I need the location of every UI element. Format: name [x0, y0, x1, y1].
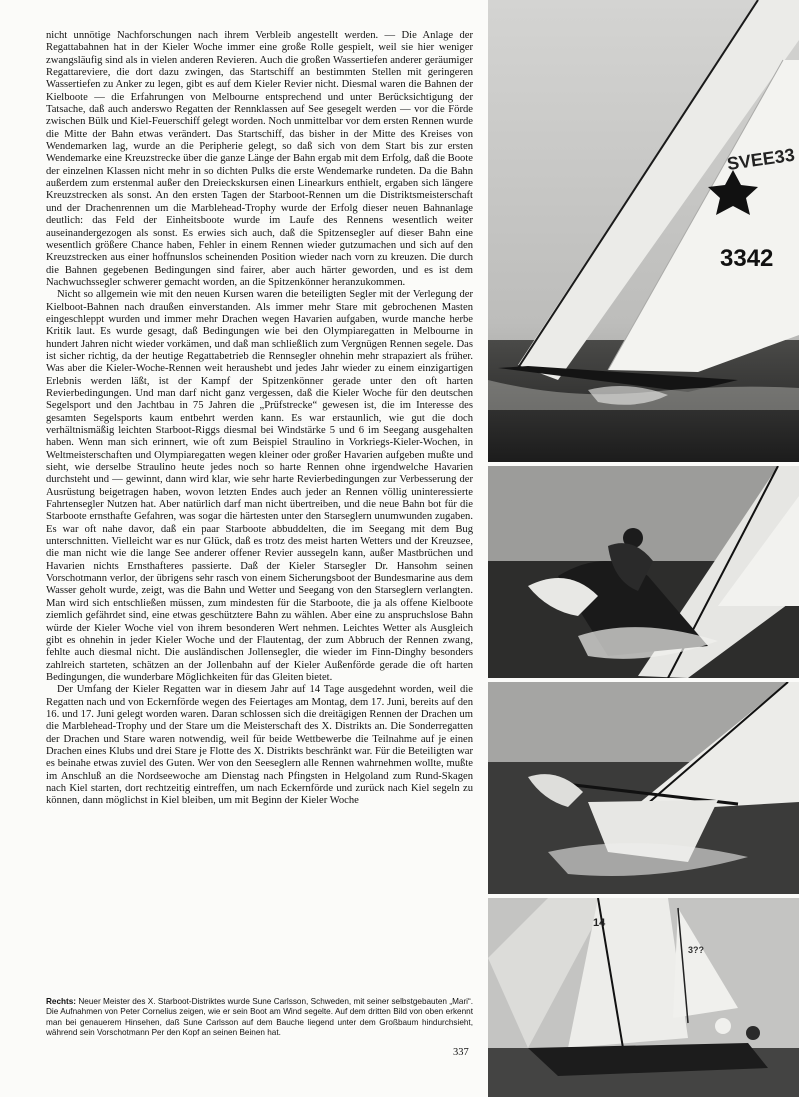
sail-mark: 14 [593, 917, 606, 929]
paragraph-1: nicht unnötige Nachforschungen nach ihrem Verbleib angestellt werden. — Die Anlage der Regattabahnen hat in der Kieler Woche immer eine große Rolle gespielt, weil sie hier weniger zwangsläufig sind als in vielen anderen Revieren. Auch die großen Wassertiefen anderer geräumiger Regattareviere, die dort dazu zwingen, das Startschiff an bestimmten Stellen mit geringeren Wassertiefen zu Anker zu legen, gibt es auf dem Kieler Revier nicht. Diesmal waren die Bahnen der Kielboote — die Erfahrungen von Melbourne entsprechend und unter Berücksichtigung der Tatsache, daß auch anderswo Regatten der Rennklassen auf See gesegelt werden — vor die Förde zwischen Bülk und Kiel-Feuerschiff gelegt worden. Noch unmittelbar vor dem ersten Rennen wurde die Mitte der Bahn etwas verändert. Das Startschiff, das bisher in der Mitte des Kreises von Wendemarken lag, wurde an die Peripherie gelegt, so daß sich von dem Start bis zur ersten Wendemarke eine Kreuzstrecke über die ganze Länge der Bahn ergab mit dem Erfolg, daß die Boote der einzelnen Klassen nicht mehr in so dichten Pulks die erste Wendemarke rundeten. Da die Bahn außerdem zum erstenmal außer den Dreieckskursen einen Linearkurs enthielt, ergaben sich längere Kreuzstrecken als sonst. An den ersten Tagen der Starboot-Rennen um die Distriktsmeisterschaft und der Drachenrennen um die Marblehead-Trophy wurde der Erfolg dieser neuen Bahnanlage deutlich: das Feld der Einheitsboote wurde im Laufe des Rennens wesentlich weiter auseinandergezogen als sonst. Es erwies sich auch, daß die Spitzensegler auf dieser Bahn eine wesentlich größere Chance haben, Fehler in einem Rennen wieder gutzumachen und sich auf den Kreuzstrecken aus einer hoffnunslos scheinenden Position wieder nach vorn zu kreuzen. Die durch die Bahnen gegebenen Bedingungen sind fairer, aber auch härter geworden, und es ist dem Nachwuchssegler schwerer gemacht worden, an die Spitzenkönner heranzukommen. [46, 30, 473, 288]
paragraph-2: Nicht so allgemein wie mit den neuen Kursen waren die beteiligten Segler mit der Verlegung der Kielboot-Bahnen nach draußen einverstanden. Als immer mehr Stare mit gebrochenen Masten eingeschleppt wurden und immer mehr Drachen wegen Havarien aufgaben, wurde manche herbe Kritik laut. Es wurde gesagt, daß Bedingungen wie bei den Olympiaregatten in Melbourne in hundert Jahren nicht wieder vorkämen, und daß man schließlich zum Vergnügen Rennen segele. Das ist sicher richtig, da der heutige Regattabetrieb die Rennsegler ohnehin mehr strapaziert als früher. Was aber die Kieler-Woche-Rennen weit heraushebt und jedes Jahr wieder zu einem einzigartigen Erlebnis werden läßt, ist der Kampf der Spitzenkönner gerade unter den oft harten Revierbedingungen. Und man darf nicht ganz vergessen, daß die Kieler Woche für den deutschen Segelsport und den Jachtbau in 75 Jahren die „Prüfstrecke“ gewesen ist, die im Interesse des gesamten Segelsports kaum entbehrt werden kann. Es war erstaunlich, wie gut die doch verhältnismäßig leichten Starboot-Riggs diesmal bei Windstärke 5 und 6 im Seegang ausgehalten haben. Wenn man sich erinnert, wie oft zum Beispiel Straulino in Vorkriegs-Kieler-Wochen, in Weltmeisterschaften und Olympiaregatten wegen kleiner oder großer Havarien aufgeben mußte und sieht, wie derselbe Straulino heute jedes noch so harte Rennen ohne irgendwelche Havarien durchsteht und — gewinnt, dann wird klar, wie sehr harte Revierbedingungen zur Verbesserung der Ausrüstung beigetragen haben, wovon letzten Endes auch jeder an Rennen völlig uninteressierte Fahrtensegler Nutzen hat. Aber natürlich darf man nicht übertreiben, und die neue Bahn bot für die Starboote ernsthafte Gefahren, was sogar die härtesten unter den Starseglern unumwunden zugaben. Es war oft nahe davor, daß ein paar Starboote abbuddelten, die im Seegang mit dem Bug unterschnitten. Vielleicht war es nur Glück, daß es trotz des meist harten Wetters und der Kreuzsee, die man nicht wie die lange See anderer offener Revier aussegeln kann, außer Mastbrüchen und Havarien nichts Ernsthafteres passierte. Daß der Kieler Starsegler Dr. Hansohm seinen Vorschotmann verlor, der übrigens sehr rasch von einem Sicherungsboot der Bundesmarine aus dem Wasser geholt wurde, zeigt, was die Bahn und Wetter und Seegang von den Starseglern verlangten. Man wird sich entschließen müssen, zum mindesten für die Starboote, die ja als offene Kielboote ziemlich gefährdet sind, eine etwas geschütztere Bahn zu wählen. Aber eine zu anspruchslose Bahn würde der Kieler Woche viel von ihrem besonderen Wert nehmen. Leichtes Wetter als Ausgleich gibt es ohnehin in jeder Kieler Woche und der Flautentag, der zum Abbruch der Rennen zwang, fehlte auch diesmal nicht. Die ausländischen Jollensegler, die wieder im Finn-Dinghy besonders zahlreich starteten, schätzen an der Jollenbahn auf der Kieler Außenförde gerade die oft harten Bedingungen, die wunderbare Möglichkeiten für das Gleiten bietet. [46, 289, 473, 683]
photo-crew-hiking [488, 466, 799, 678]
photo-starboats-racing [488, 898, 799, 1097]
caption-lead: Rechts: [46, 997, 77, 1006]
sail-lettering: SVEE33 [725, 144, 796, 174]
photo-caption [46, 997, 473, 1038]
photo-skipper-under-boom [488, 682, 799, 894]
sail-number-text: 3342 [720, 245, 774, 272]
sail-number [720, 245, 773, 272]
sail-number-small: 3?? [688, 945, 705, 955]
paragraph-3: Der Umfang der Kieler Regatten war in diesem Jahr auf 14 Tage ausgedehnt worden, weil die Regatten nach und von Eckernförde wegen des Feiertages am Montag, dem 17. Juni, bereits auf den 16. und 17. Juni gelegt worden waren. Daran schlossen sich die dreitägigen Rennen der Drachen um die Marblehead-Trophy und der Stare um die Meisterschaft des X. Distrikts an. Die Sonderregatten der Drachen und Stare waren notwendig, weil für beide Wettbewerbe die Teilnahme auf je einen Drachen eines Klubs und drei Stare je Flotte des X. Distrikts beschränkt war. Für die Beteiligten war es beinahe etwas zuviel des Guten. Wer von den Seeseglern alle Rennen wahrnehmen wollte, mußte im Anschluß an die Nordseewoche am Dienstag nach Pfingsten in Helgoland zum Rund-Skagen nach Kiel starten, dort rechtzeitig eintreffen, um nach Eckernförde und zurück nach Kiel segeln zu können, dann möglichst in Kiel bleiben, um mit Beginn der Kieler Woche [46, 684, 473, 807]
photo-starboat-sailing [488, 0, 799, 462]
article-text [46, 30, 473, 808]
page-number: 337 [453, 1047, 469, 1058]
caption-text: Neuer Meister des X. Starboot-Distriktes wurde Sune Carlsson, Schweden, mit seiner selbstgebauten „Mari“. Die Aufnahmen von Peter Cornelius zeigen, wie er sein Boot am Wind segelte. Auf dem dritten Bild von oben erkennt man bei genauerem Hinsehen, daß Sune Carlsson auf dem Bauche liegend unter dem Großbaum hindurchsieht, während sein Vorschotmann Per den Kopf an seinen Beinen hat. [46, 997, 473, 1037]
